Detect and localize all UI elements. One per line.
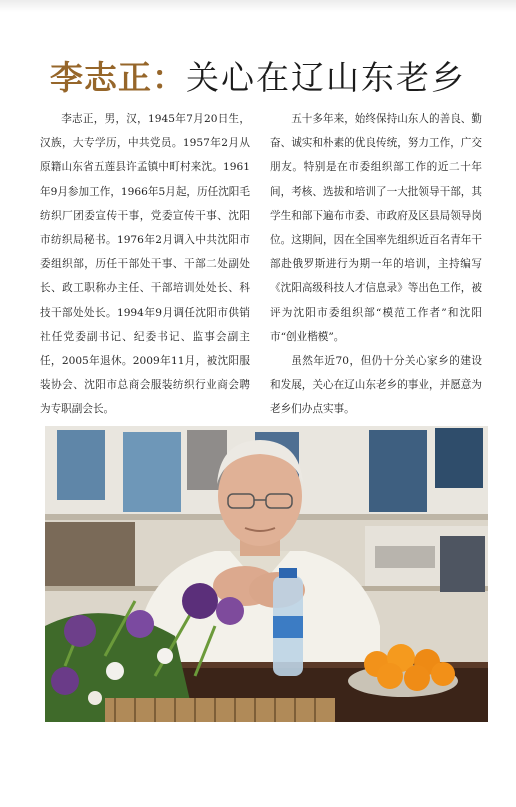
title-subtitle: 关心在辽山东老乡	[186, 58, 466, 97]
paragraph-hometown: 虽然年近70，但仍十分关心家乡的建设和发展，关心在辽山东老乡的事业，并愿意为老乡们办点实事。	[270, 355, 482, 416]
top-edge-strip	[0, 0, 516, 12]
portrait-photo	[45, 426, 488, 722]
body-column-right	[270, 107, 482, 422]
photo-illustration	[45, 426, 488, 722]
paragraph-biography: 李志正，男，汉，1945年7月20日生，汉族，大专学历，中共党员。1957年2月从原籍山东省五莲县许孟镇中町村来沈。1961年9月参加工作，1966年5月起，历任沈阳毛纺织厂团委宣传干事，党委宣传干事、沈阳市纺织局秘书。1976年2月调入中共沈阳市委组织部，历任干部处干事、干部二处副处长、政工职称办主任、干部培训处处长、科技干部处处长。1994年9月调任沈阳市供销社任党委副书记、纪委书记、监事会副主任，2005年退休。2009年11月，被沈阳服装协会、沈阳市总商会服装纺织行业商会聘为专职副会长。	[40, 113, 250, 416]
title-name: 李志正：	[50, 58, 186, 97]
body-column-left	[40, 107, 250, 422]
article-title	[0, 56, 516, 100]
paragraph-career: 五十多年来，始终保持山东人的善良、勤奋、诚实和朴素的优良传统，努力工作，广交朋友。特别是在市委组织部工作的近二十年间，考核、选拔和培训了一大批领导干部，其学生和部下遍布市委、市政府及区县局领导岗位。这期间，因在全国率先组织近百名青年干部赴俄罗斯进行为期一年的培训，主持编写《沈阳高级科技人才信息录》等出色工作，被评为沈阳市委组织部“模范工作者”和沈阳市“创业楷模”。	[270, 113, 482, 343]
